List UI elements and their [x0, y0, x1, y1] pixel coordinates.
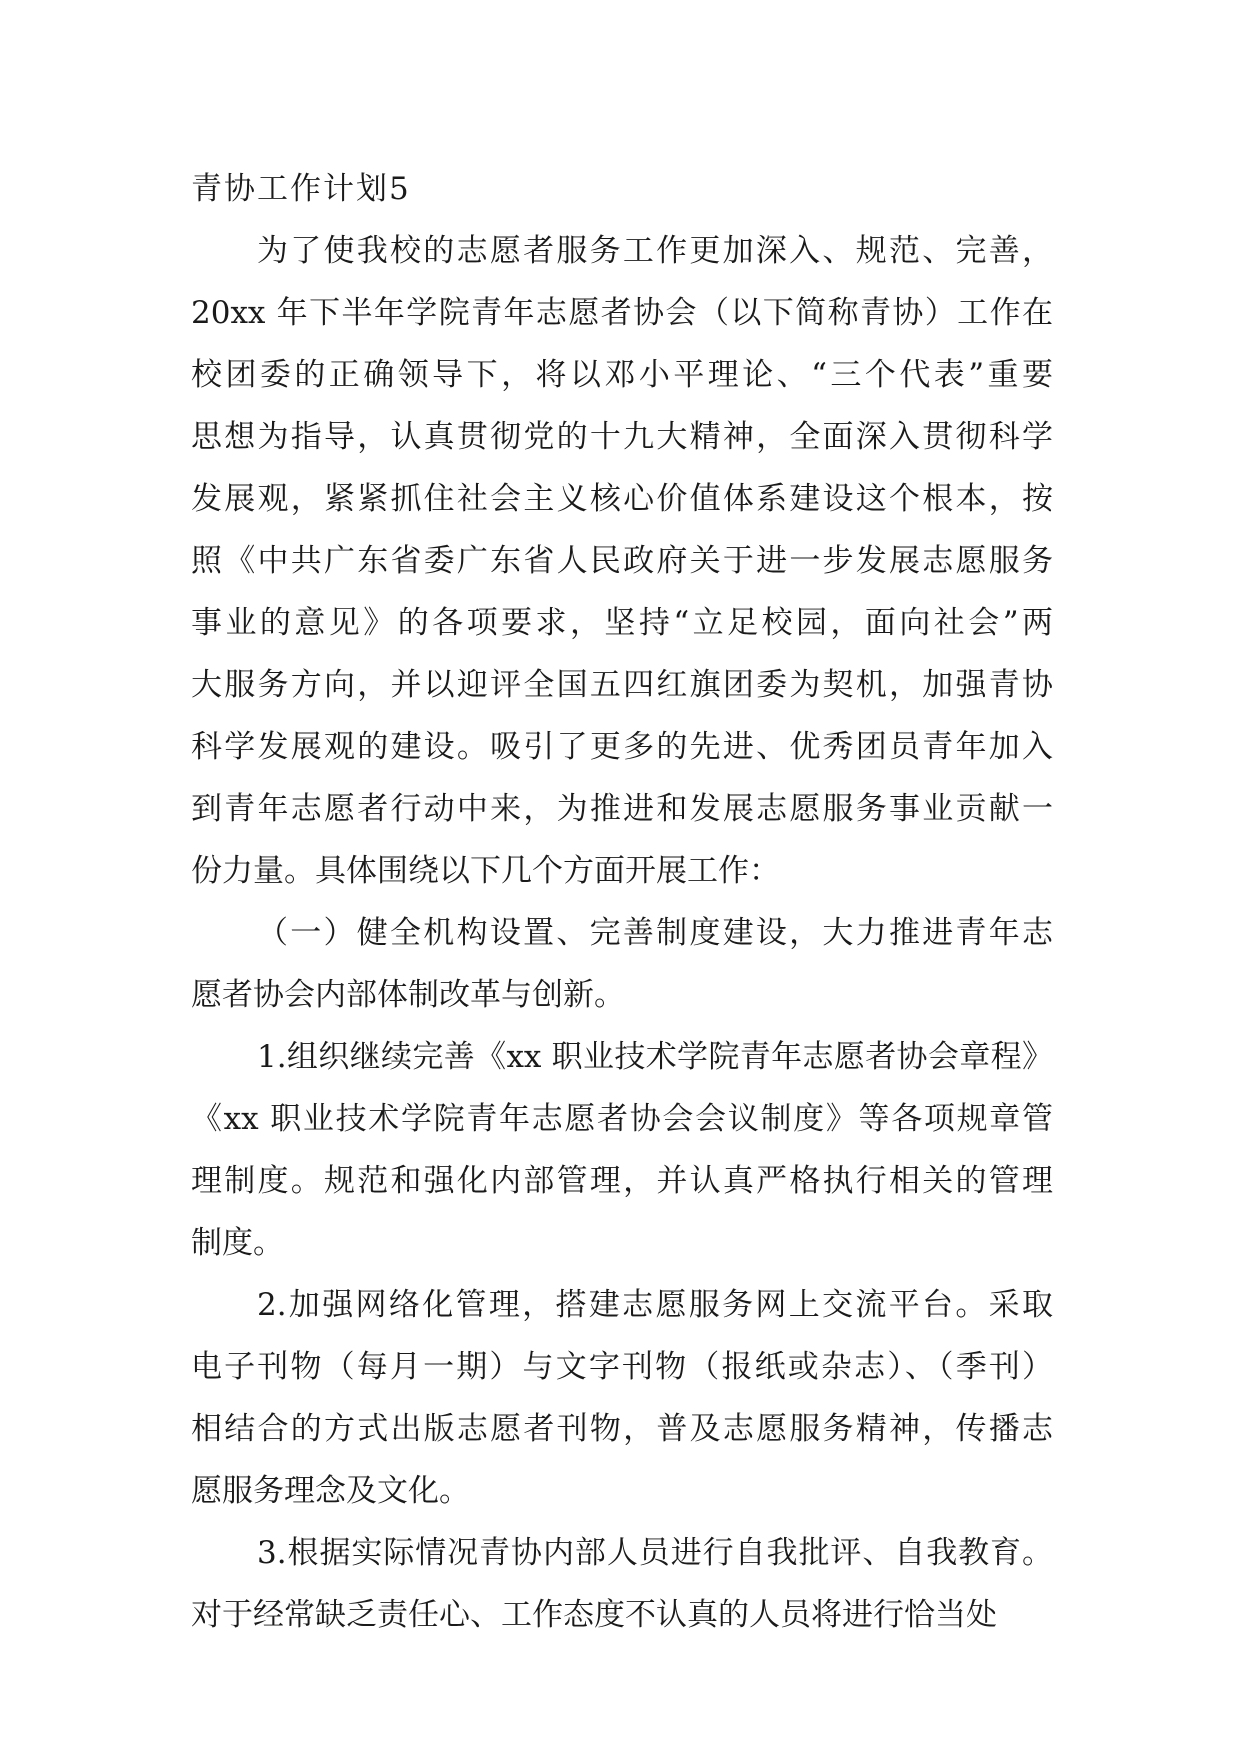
text-line: 制度。: [191, 1225, 284, 1261]
text-line: 《xx 职业技术学院青年志愿者协会会议制度》等各项规章管: [191, 1101, 1053, 1137]
intro-paragraph: [191, 220, 1053, 902]
text-line: 2.加强网络化管理，搭建志愿服务网上交流平台。采取: [257, 1287, 1053, 1323]
text-line: 大服务方向，并以迎评全国五四红旗团委为契机，加强青协: [191, 667, 1053, 703]
text-line: 发展观，紧紧抓住社会主义核心价值体系建设这个根本，按: [191, 481, 1053, 517]
text-line: 20xx 年下半年学院青年志愿者协会（以下简称青协）工作在: [191, 295, 1053, 331]
text-line: 愿服务理念及文化。: [191, 1473, 470, 1509]
document-title: 青协工作计划5: [191, 171, 411, 207]
text-line: 校团委的正确领导下，将以邓小平理论、“三个代表”重要: [191, 357, 1053, 393]
item-3-paragraph: [191, 1522, 1053, 1646]
text-line: 对于经常缺乏责任心、工作态度不认真的人员将进行恰当处: [191, 1597, 997, 1633]
text-line: 1.组织继续完善《xx 职业技术学院青年志愿者协会章程》: [257, 1039, 1053, 1075]
text-line: 理制度。规范和强化内部管理，并认真严格执行相关的管理: [191, 1163, 1053, 1199]
item-1-paragraph: [191, 1026, 1053, 1274]
text-line: 到青年志愿者行动中来，为推进和发展志愿服务事业贡献一: [191, 791, 1053, 827]
paragraph-list: [191, 220, 1053, 1646]
section-one-heading: [191, 902, 1053, 1026]
text-line: 相结合的方式出版志愿者刊物，普及志愿服务精神，传播志: [191, 1411, 1053, 1447]
text-line: 事业的意见》的各项要求，坚持“立足校园，面向社会”两: [191, 605, 1053, 641]
document-body: [191, 158, 1053, 1646]
text-line: 电子刊物（每月一期）与文字刊物（报纸或杂志）、（季刊）: [191, 1349, 1053, 1385]
text-line: 照《中共广东省委广东省人民政府关于进一步发展志愿服务: [191, 543, 1053, 579]
text-line: 科学发展观的建设。吸引了更多的先进、优秀团员青年加入: [191, 729, 1053, 765]
text-line: 为了使我校的志愿者服务工作更加深入、规范、完善，: [257, 233, 1053, 269]
text-line: 3.根据实际情况青协内部人员进行自我批评、自我教育。: [257, 1535, 1053, 1571]
item-2-paragraph: [191, 1274, 1053, 1522]
text-line: 份力量。具体围绕以下几个方面开展工作：: [191, 853, 780, 889]
text-line: （一）健全机构设置、完善制度建设，大力推进青年志: [257, 915, 1053, 951]
text-line: 思想为指导，认真贯彻党的十九大精神，全面深入贯彻科学: [191, 419, 1053, 455]
text-line: 愿者协会内部体制改革与创新。: [191, 977, 625, 1013]
